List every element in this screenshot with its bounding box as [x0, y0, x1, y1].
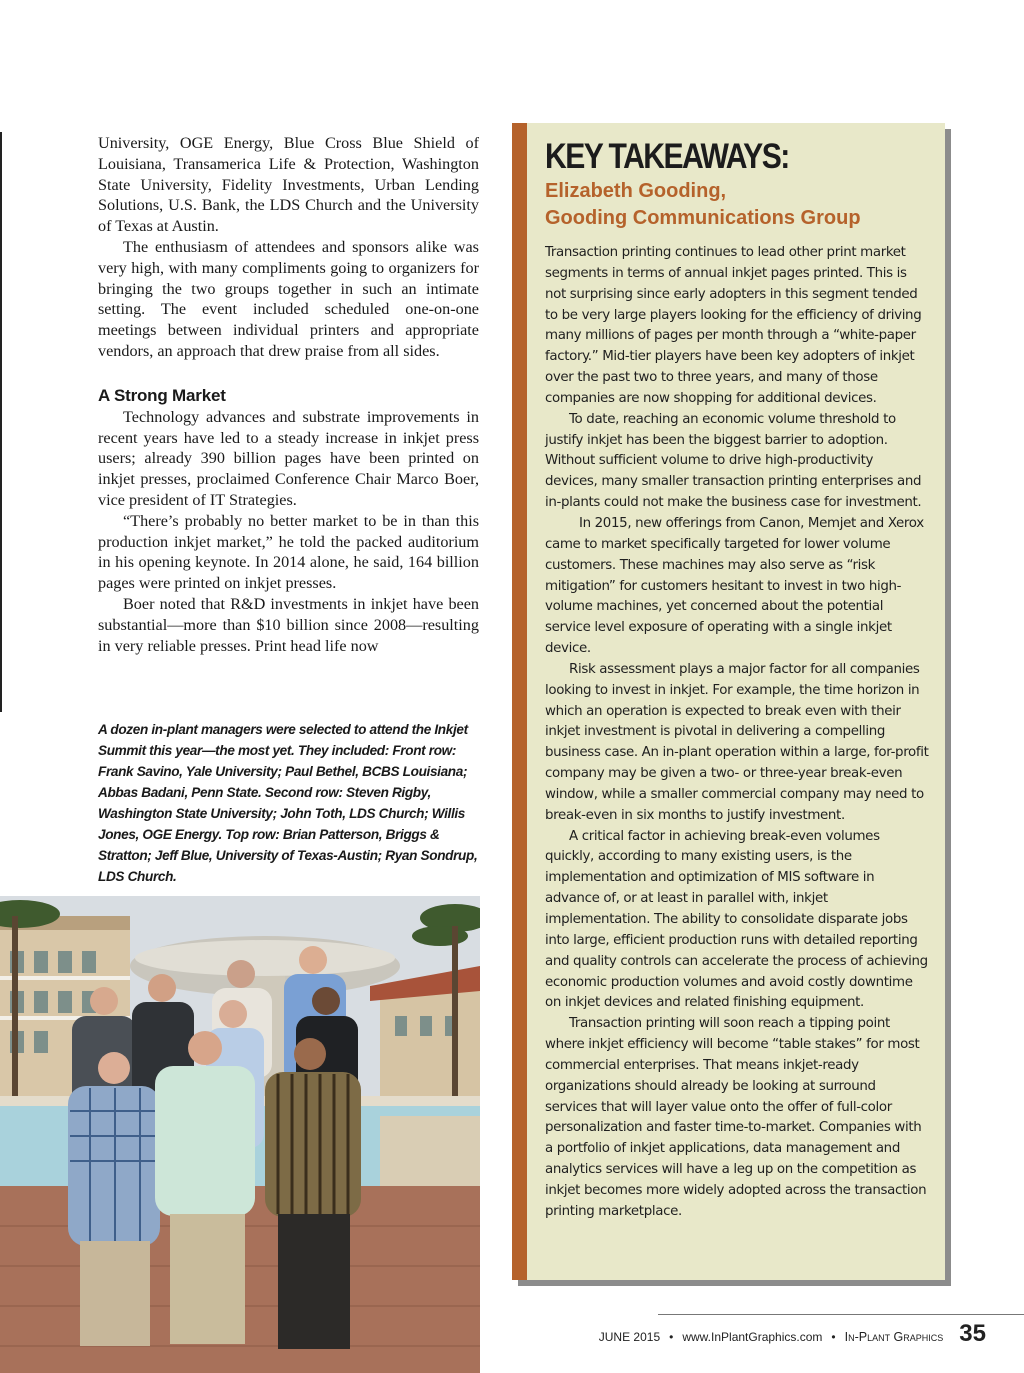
issue-date: JUNE 2015	[598, 1330, 661, 1344]
page-footer	[599, 1320, 986, 1346]
group-photo	[0, 896, 480, 1373]
sidebar-paragraph: Transaction printing will soon reach a tipping point where inkjet efficiency will become “table stakes” for most commercial enterprises. That means inkjet-ready organizations should already be looking at surround services that will layer value onto the offer of full-color personalization and faster time-to-market. Companies with a portfolio of inkjet applications, data management and analytics services will have a leg up on the competition as inkjet becomes more widely adopted across the transaction printing marketplace.	[545, 1016, 927, 1219]
article-paragraph: “There’s probably no better market to be in than this production inkjet market,” he told the packed auditorium in his opening keynote. In 2014 alone, he said, 164 billion pages were printed on inkjet presses.	[98, 511, 479, 593]
website-url: www.InPlantGraphics.com	[682, 1330, 823, 1344]
sidebar-paragraph: Risk assessment plays a major factor for all companies looking to invest in inkjet. For example, the time horizon in which an operation is expected to break even with their inkjet investment is pivotal in delivering a compelling business case. An in-plant operation within a large, for-profit company may be given a two- or three-year break-even window, while a smaller commercial company may need to break-even in six months to justify investment.	[545, 661, 929, 823]
article-paragraph: Technology advances and substrate improvements in recent years have led to a steady increase in inkjet press users; already 390 billion pages have been printed on inkjet presses, proclaimed Conference Chair Marco Boer, vice president of IT Strategies.	[98, 407, 479, 509]
bullet-separator: •	[669, 1330, 674, 1344]
author-name: Elizabeth Gooding,	[545, 180, 727, 202]
key-takeaways-sidebar	[512, 123, 945, 1280]
publication-name: In-Plant Graphics	[844, 1330, 944, 1344]
sidebar-paragraph: To date, reaching an economic volume threshold to justify inkjet has been the biggest barrier to adoption. Without sufficient volume to drive high-productivity devices, many smaller transaction printing enterprises and in-plants could not make the business case for investment.	[545, 411, 922, 511]
bullet-separator: •	[831, 1330, 836, 1344]
article-paragraph: The enthusiasm of attendees and sponsors alike was very high, with many compliments going to organizers for bringing the two groups together in such an intimate setting. The event included scheduled one-on-one meetings between individual printers and appropriate vendors, an approach that drew praise from all sides.	[98, 237, 479, 360]
page-number: 35	[959, 1320, 986, 1347]
sidebar-paragraph: In 2015, new offerings from Canon, Memjet and Xerox came to market specifically targeted for lower volume customers. These machines may also serve as “risk mitigation” for customers hesitant to invest in two high-volume machines, yet concerned about the potential service level exposure of operating with a single inkjet device.	[545, 515, 924, 657]
sidebar-paragraph: Transaction printing continues to lead other print market segments in terms of annual inkjet pages printed. This is not surprising since early adopters in this segment tended to be very large players looking for the efficiency of driving many millions of pages per month through a “white-paper factory.” Mid-tier players have been key adopters of inkjet over the past two to three years, and many of those companies are now shopping for additional devices.	[545, 245, 922, 406]
article-column	[98, 133, 479, 656]
sidebar-title: KEY TAKEAWAYS:	[545, 137, 789, 176]
sidebar-author	[545, 178, 929, 232]
author-company: Gooding Communications Group	[545, 207, 861, 229]
sidebar-paragraph: A critical factor in achieving break-even volumes quickly, according to many existing users, is the implementation and optimization of MIS software in advance of, or at least in parallel with, inkjet implementation. The ability to consolidate disparate jobs into large, efficient production runs with detailed reporting and quality controls can accelerate the process of achieving economic production volumes and avoid costly downtime on inkjet devices and related finishing equipment.	[545, 828, 928, 1011]
section-heading: A Strong Market	[98, 385, 226, 405]
sidebar-accent-bar	[512, 123, 527, 1280]
photo-caption: A dozen in-plant managers were selected to attend the Inkjet Summit this year—the most yet. They included: Front row: Frank Savino, Yale University; Paul Bethel, BCBS Louisiana; Abbas Badani, Penn State. Second row: Steven Rigby, Washington State University; John Toth, LDS Church; Willis Jones, OGE Energy. Top row: Brian Patterson, Briggs & Stratton; Jeff Blue, University of Texas-Austin; Ryan Sondrup, LDS Church.	[98, 722, 478, 884]
article-paragraph: University, OGE Energy, Blue Cross Blue Shield of Louisiana, Transamerica Life & Protection, Washington State University, Fidelity Investments, Urban Lending Solutions, U.S. Bank, the LDS Church and the University of Texas at Austin.	[98, 134, 479, 236]
footer-rule	[658, 1314, 1024, 1315]
article-paragraph: Boer noted that R&D investments in inkjet have been substantial—more than $10 billion since 2008—resulting in very reliable presses. Print head life now	[98, 594, 479, 655]
left-margin-rule	[0, 132, 2, 712]
